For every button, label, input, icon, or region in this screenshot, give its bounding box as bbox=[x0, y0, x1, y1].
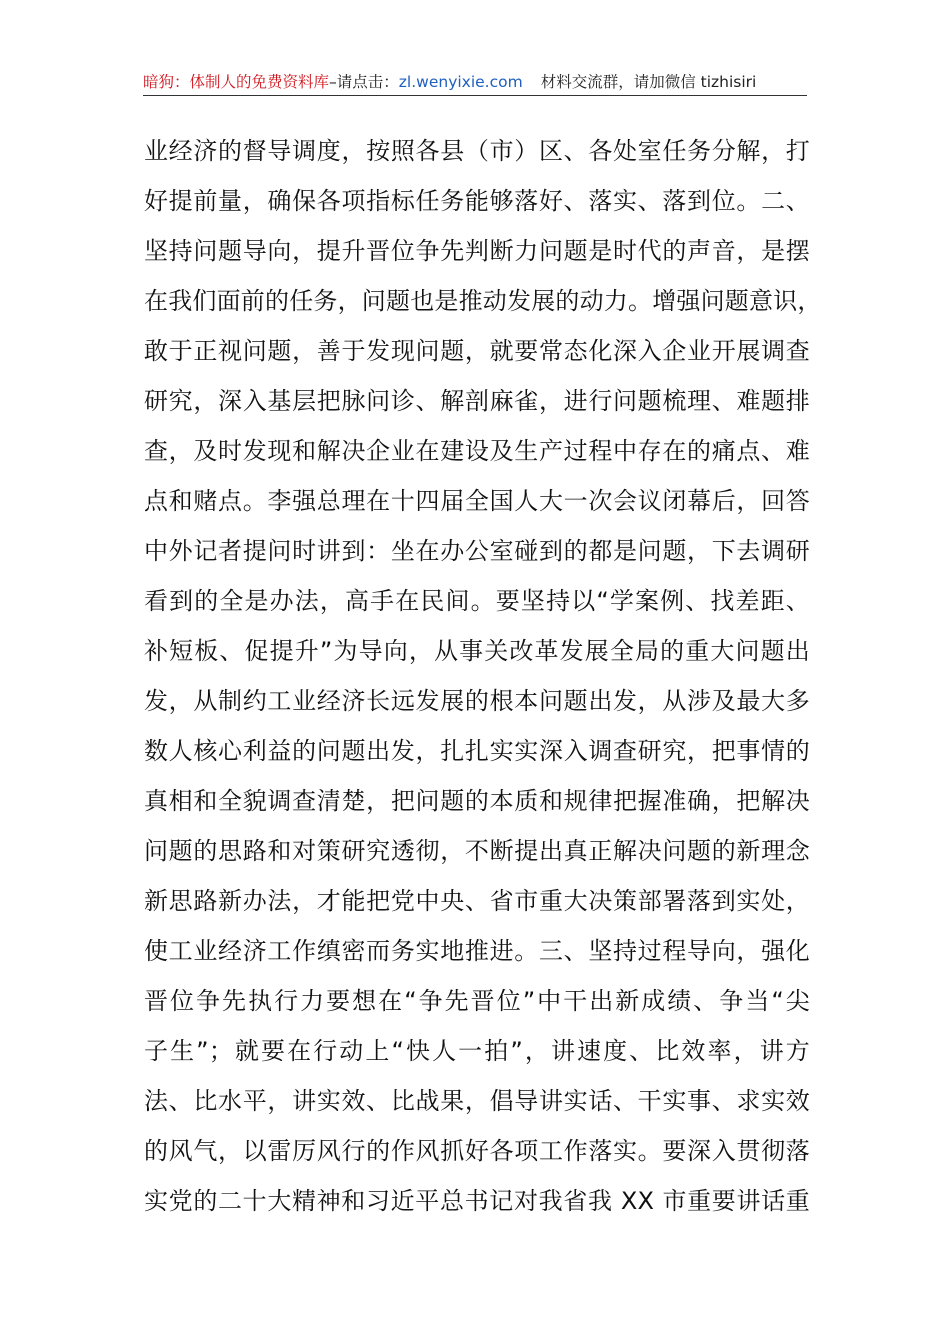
text-line: 数人核心利益的问题出发，扎扎实实深入调查研究，把事情的 bbox=[144, 737, 810, 765]
text-line: 晋位争先执行力要想在“争先晋位”中干出新成绩、争当“尖 bbox=[144, 987, 810, 1015]
header-divider bbox=[143, 95, 807, 96]
text-line: 坚持问题导向，提升晋位争先判断力问题是时代的声音，是摆 bbox=[144, 237, 810, 265]
text-line: 实党的二十大精神和习近平总书记对我省我 XX 市重要讲话重 bbox=[144, 1187, 810, 1215]
text-line: 使工业经济工作缜密而务实地推进。三、坚持过程导向，强化 bbox=[144, 937, 810, 965]
header-brand: 暗狗：体制人的免费资料库 bbox=[143, 73, 330, 91]
body-text bbox=[144, 126, 822, 1226]
text-line: 业经济的督导调度，按照各县（市）区、各处室任务分解，打 bbox=[144, 137, 810, 165]
text-line: 中外记者提问时讲到：坐在办公室碰到的都是问题，下去调研 bbox=[144, 537, 810, 565]
text-line: 法、比水平，讲实效、比战果，倡导讲实话、干实事、求实效 bbox=[144, 1087, 810, 1115]
text-line: 真相和全貌调查清楚，把问题的本质和规律把握准确，把解决 bbox=[144, 787, 810, 815]
text-line: 补短板、促提升”为导向，从事关改革发展全局的重大问题出 bbox=[144, 637, 810, 665]
text-line: 研究，深入基层把脉问诊、解剖麻雀，进行问题梳理、难题排 bbox=[144, 387, 810, 415]
text-line: 在我们面前的任务，问题也是推动发展的动力。增强问题意识， bbox=[144, 287, 822, 315]
header-prompt: –请点击： bbox=[329, 73, 399, 91]
text-line: 的风气，以雷厉风行的作风抓好各项工作落实。要深入贯彻落 bbox=[144, 1137, 810, 1165]
text-line: 看到的全是办法，高手在民间。要坚持以“学案例、找差距、 bbox=[144, 587, 810, 615]
text-line: 问题的思路和对策研究透彻，不断提出真正解决问题的新理念 bbox=[144, 837, 810, 865]
header-link[interactable]: zl.wenyixie.com bbox=[398, 73, 523, 91]
text-line: 查，及时发现和解决企业在建设及生产过程中存在的痛点、难 bbox=[144, 437, 810, 465]
text-line: 新思路新办法，才能把党中央、省市重大决策部署落到实处， bbox=[144, 887, 810, 915]
text-line: 敢于正视问题，善于发现问题，就要常态化深入企业开展调查 bbox=[144, 337, 810, 365]
text-line: 好提前量，确保各项指标任务能够落好、落实、落到位。二、 bbox=[144, 187, 810, 215]
text-line: 子生”；就要在行动上“快人一拍”，讲速度、比效率，讲方 bbox=[144, 1037, 810, 1065]
text-line: 发，从制约工业经济长远发展的根本问题出发，从涉及最大多 bbox=[144, 687, 810, 715]
text-line: 点和赌点。李强总理在十四届全国人大一次会议闭幕后，回答 bbox=[144, 487, 810, 515]
header-contact: 材料交流群，请加微信 tizhisiri bbox=[540, 73, 757, 91]
page-header bbox=[143, 68, 807, 96]
